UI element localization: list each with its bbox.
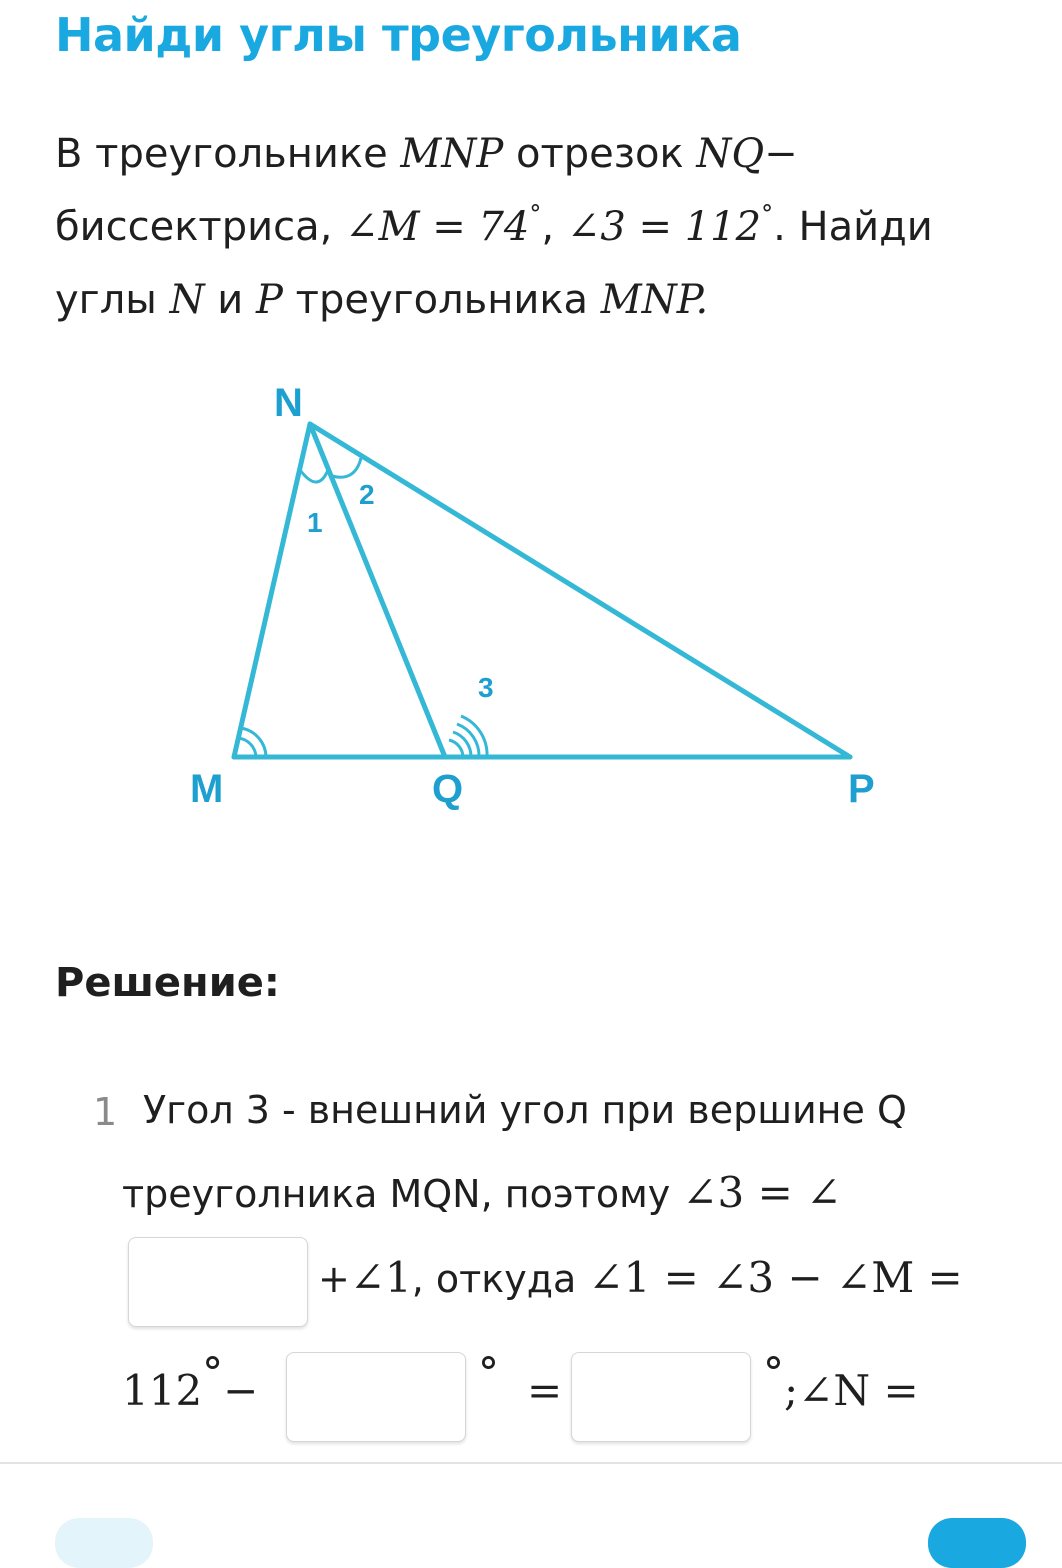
- page-title: Найди углы треугольника: [55, 8, 742, 62]
- angle-1-arc: [300, 470, 328, 482]
- problem-text: ,: [541, 204, 567, 250]
- angle-2-arc: [332, 458, 361, 477]
- math-dash: −: [764, 131, 798, 177]
- math-period: .: [695, 277, 709, 323]
- solution-text: , откуда: [411, 1257, 589, 1301]
- problem-text: и: [204, 277, 256, 323]
- next-button[interactable]: [928, 1518, 1026, 1568]
- solution-line-4-end: [763, 1348, 919, 1415]
- angle-3-arc: [457, 724, 479, 757]
- problem-text: углы: [55, 277, 170, 323]
- angle-m-arc: [241, 728, 266, 757]
- math-angle-m: ∠M = 74: [345, 204, 530, 250]
- math-p: P: [256, 277, 283, 323]
- math-112: 112: [122, 1366, 203, 1415]
- bisector-nq: [310, 424, 445, 757]
- solution-line-1: [143, 1088, 907, 1132]
- math-mnp: MNP: [600, 277, 696, 323]
- problem-statement: [55, 118, 1025, 337]
- side-np: [310, 424, 850, 757]
- step-number: 1: [93, 1090, 118, 1134]
- degree-sign: °: [202, 1348, 224, 1397]
- math-n: N: [169, 277, 205, 323]
- triangle-figure: [170, 372, 890, 832]
- answer-input-3[interactable]: [571, 1352, 751, 1442]
- angle-m-arc: [238, 738, 256, 757]
- vertex-label-q: Q: [432, 767, 464, 811]
- problem-text: треугольника: [282, 277, 601, 323]
- math-semicolon: ;: [784, 1366, 799, 1415]
- degree-sign: °: [761, 200, 774, 228]
- problem-text: . Найди: [773, 204, 933, 250]
- plus-sign: +: [318, 1257, 350, 1301]
- answer-input-2[interactable]: [286, 1352, 466, 1442]
- solution-line-4-mid: [478, 1348, 563, 1415]
- angle-label-3: 3: [478, 672, 494, 703]
- side-mn: [234, 424, 310, 757]
- math-mnp: MNP: [400, 131, 504, 177]
- back-button[interactable]: [55, 1518, 153, 1568]
- vertex-label-n: N: [274, 381, 303, 425]
- solution-line-4-start: [122, 1348, 259, 1415]
- math-minus: −: [223, 1366, 259, 1415]
- problem-text: отрезок: [503, 131, 697, 177]
- problem-text: В треугольнике: [55, 131, 401, 177]
- degree-sign: °: [763, 1348, 784, 1397]
- divider: [0, 1462, 1062, 1464]
- math-angle-1: ∠1: [349, 1253, 412, 1302]
- math-nq: NQ: [696, 131, 765, 177]
- vertex-label-m: M: [190, 767, 224, 811]
- problem-text: биссектриса,: [55, 204, 346, 250]
- solution-line-2: [122, 1168, 841, 1217]
- degree-sign: °: [478, 1348, 499, 1397]
- angle-3-arc: [449, 740, 463, 757]
- solution-text: треуголника MQN, поэтому: [122, 1172, 683, 1216]
- solution-heading: Решение:: [55, 960, 280, 1006]
- math-angle-n-eq: ∠N =: [798, 1366, 919, 1415]
- vertex-label-p: P: [848, 767, 875, 811]
- angle-label-1: 1: [307, 507, 323, 538]
- math-angle-1-eq: ∠1 = ∠3 − ∠M =: [588, 1253, 963, 1302]
- solution-line-3: [318, 1253, 963, 1302]
- answer-input-1[interactable]: [128, 1237, 308, 1327]
- math-angle-3: ∠3 = 112: [566, 204, 762, 250]
- solution-text: Угол 3 - внешний угол при вершине Q: [143, 1088, 907, 1132]
- degree-sign: °: [529, 200, 542, 228]
- math-angle-3-eq: ∠3 = ∠: [682, 1168, 842, 1217]
- angle-label-2: 2: [359, 479, 375, 510]
- math-equals: =: [527, 1366, 563, 1415]
